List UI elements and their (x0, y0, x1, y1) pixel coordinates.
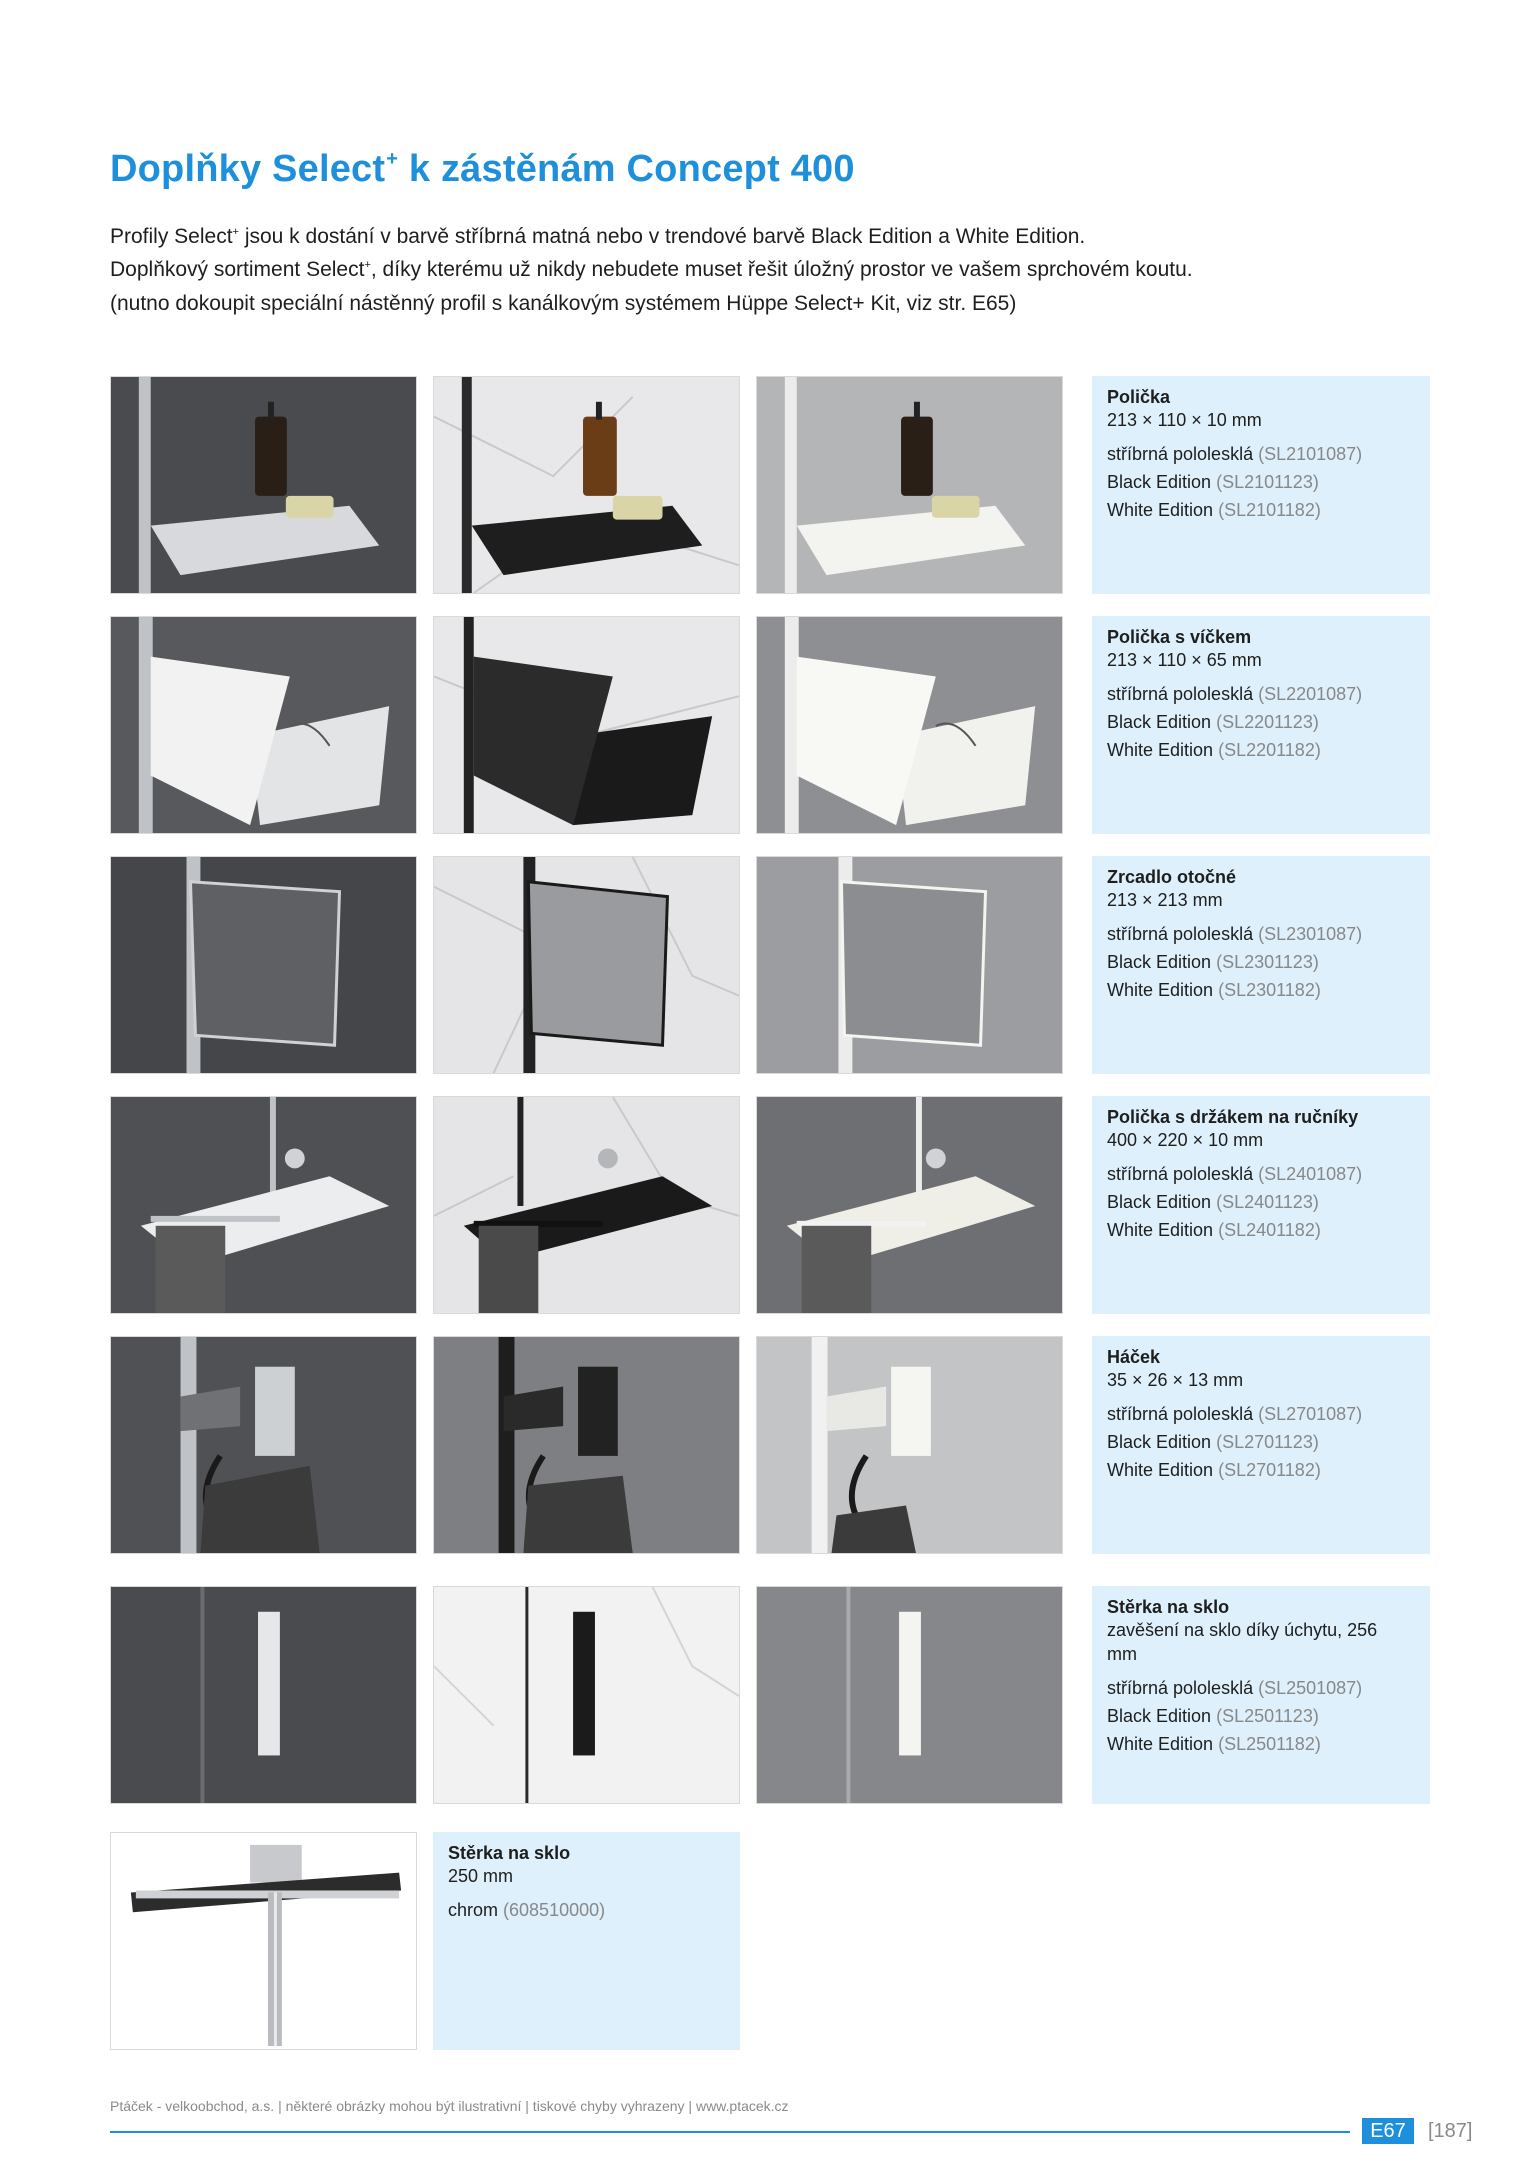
variant-item: White Edition (SL2401182) (1107, 1220, 1321, 1240)
product-row-hook (110, 1336, 1430, 1554)
product-name: Zrcadlo otočné (1107, 867, 1237, 887)
product-photo (433, 1096, 740, 1314)
product-photo (110, 376, 417, 594)
variant-item: stříbrná pololesklá (SL2701087) (1107, 1404, 1363, 1424)
product-dimensions: 250 mm (448, 1866, 514, 1886)
variant-item: White Edition (SL2301182) (1107, 980, 1321, 1000)
product-dimensions: 400 × 220 × 10 mm (1107, 1130, 1264, 1150)
product-photo (756, 1336, 1063, 1554)
product-row-squeegee-hanging (110, 1586, 1430, 1804)
product-photo (433, 616, 740, 834)
product-info (1092, 1336, 1430, 1554)
intro-text (110, 218, 1193, 284)
product-dimensions: 213 × 213 mm (1107, 890, 1223, 910)
product-photo (756, 856, 1063, 1074)
product-name: Polička s držákem na ručníky (1107, 1107, 1359, 1127)
product-dimensions: 213 × 110 × 65 mm (1107, 650, 1262, 670)
product-info (1092, 1586, 1430, 1804)
product-photo (110, 856, 417, 1074)
product-dimensions: 35 × 26 × 13 mm (1107, 1370, 1244, 1390)
variant-item: Black Edition (SL2501123) (1107, 1706, 1319, 1726)
product-name: Háček (1107, 1347, 1161, 1367)
variant-item: stříbrná pololesklá (SL2501087) (1107, 1678, 1363, 1698)
intro-line-1: Profily Select+ jsou k dostání v barvě stříbrná matná nebo v trendové barvě Black Edition a White Edition. (110, 225, 1086, 248)
product-photo (433, 376, 740, 594)
page-number: [187] (1428, 2120, 1473, 2142)
footer-divider (110, 2131, 1350, 2133)
variant-item: stříbrná pololesklá (SL2401087) (1107, 1164, 1363, 1184)
variant-item: White Edition (SL2101182) (1107, 500, 1321, 520)
product-photo (110, 1096, 417, 1314)
footer-text: Ptáček - velkoobchod, a.s. | některé obrázky mohou být ilustrativní | tiskové chyby vyhrazeny | www.ptacek.cz (110, 2098, 789, 2114)
intro-note: (nutno dokoupit speciální nástěnný profil s kanálkovým systémem Hüppe Select+ Kit, viz str. E65) (110, 292, 1017, 315)
variant-item: stříbrná pololesklá (SL2301087) (1107, 924, 1363, 944)
product-photo (110, 1336, 417, 1554)
product-photo (110, 616, 417, 834)
variant-item: chrom (608510000) (448, 1900, 606, 1920)
product-photo (756, 1586, 1063, 1804)
product-photo (756, 376, 1063, 594)
product-photo (110, 1586, 417, 1804)
product-row-squeegee-chrome (110, 1832, 1430, 2050)
product-info (1092, 616, 1430, 834)
product-row-shelf-lid (110, 616, 1430, 834)
product-photo (756, 1096, 1063, 1314)
page-title: Doplňky Select+ k zástěnám Concept 400 (110, 148, 855, 190)
product-info (433, 1832, 740, 2050)
product-name: Stěrka na sklo (448, 1843, 571, 1863)
intro-line-2: Doplňkový sortiment Select+, díky kterému už nikdy nebudete muset řešit úložný prostor ve vašem sprchovém koutu. (110, 258, 1193, 281)
variant-item: Black Edition (SL2301123) (1107, 952, 1319, 972)
product-dimensions: 213 × 110 × 10 mm (1107, 410, 1262, 430)
product-row-shelf (110, 376, 1430, 594)
variant-item: stříbrná pololesklá (SL2101087) (1107, 444, 1363, 464)
product-info (1092, 856, 1430, 1074)
variant-item: Black Edition (SL2701123) (1107, 1432, 1319, 1452)
variant-item: Black Edition (SL2101123) (1107, 472, 1319, 492)
product-info (1092, 376, 1430, 594)
product-photo (433, 1336, 740, 1554)
product-info (1092, 1096, 1430, 1314)
variant-item: Black Edition (SL2401123) (1107, 1192, 1319, 1212)
variant-item: White Edition (SL2701182) (1107, 1460, 1321, 1480)
product-photo (110, 1832, 417, 2050)
product-photo (756, 616, 1063, 834)
product-photo (433, 1586, 740, 1804)
product-row-towel-shelf (110, 1096, 1430, 1314)
product-name: Stěrka na sklo (1107, 1597, 1230, 1617)
variant-item: White Edition (SL2201182) (1107, 740, 1321, 760)
section-badge: E67 (1362, 2118, 1414, 2144)
variant-item: stříbrná pololesklá (SL2201087) (1107, 684, 1363, 704)
product-dimensions: zavěšení na sklo díky úchytu, 256 mm (1107, 1620, 1378, 1664)
product-row-mirror (110, 856, 1430, 1074)
variant-item: White Edition (SL2501182) (1107, 1734, 1321, 1754)
product-name: Polička (1107, 387, 1171, 407)
variant-item: Black Edition (SL2201123) (1107, 712, 1319, 732)
product-name: Polička s víčkem (1107, 627, 1252, 647)
product-photo (433, 856, 740, 1074)
